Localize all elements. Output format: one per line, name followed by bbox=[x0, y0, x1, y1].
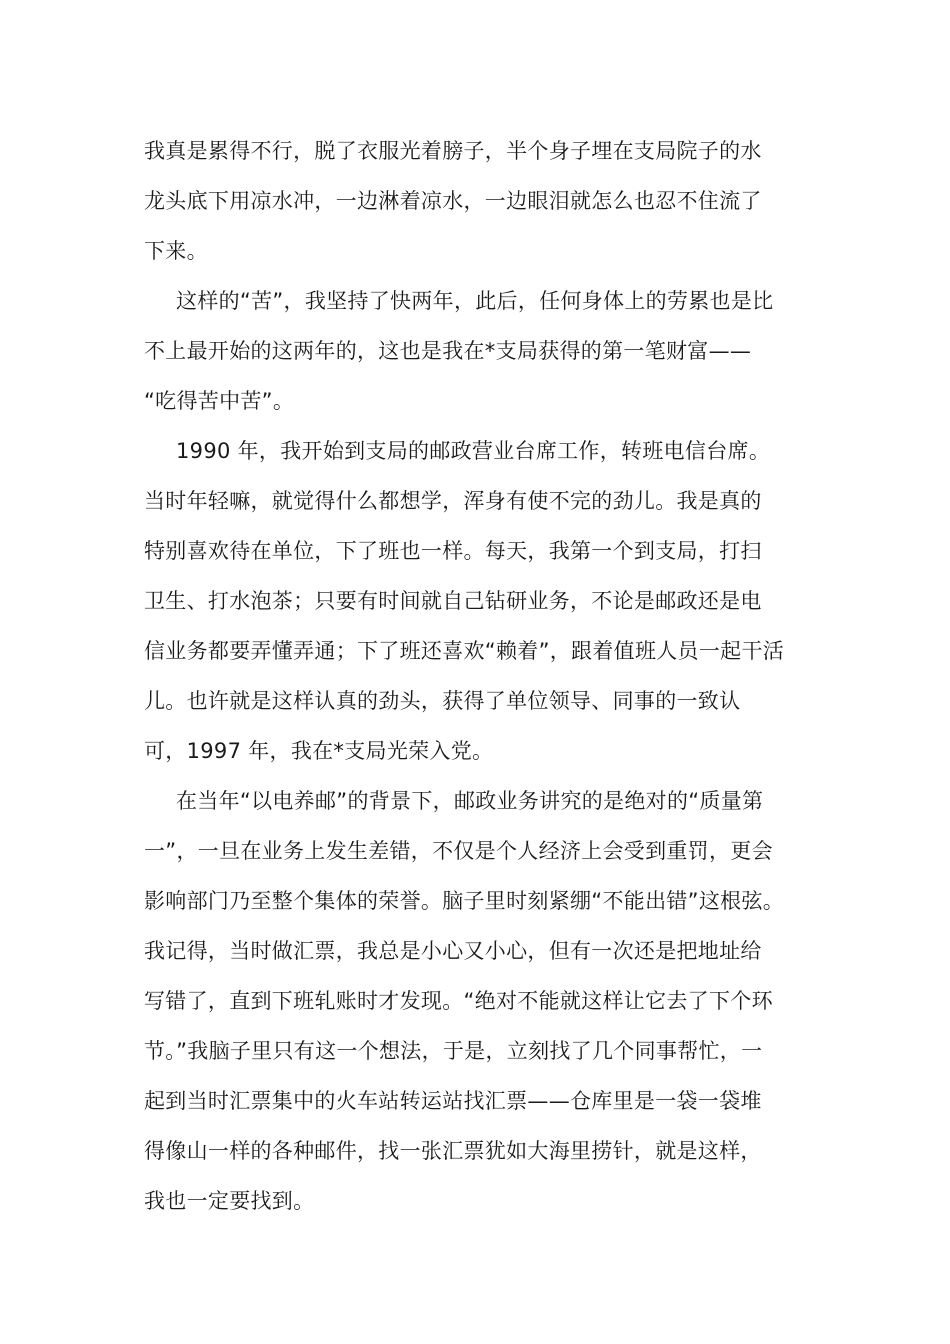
text-line: 得像山一样的各种邮件，找一张汇票犹如大海里捞针，就是这样， bbox=[144, 1139, 762, 1163]
text-line: 儿。也许就是这样认真的劲头，获得了单位领导、同事的一致认 bbox=[144, 689, 741, 713]
text-line: 特别喜欢待在单位，下了班也一样。每天，我第一个到支局，打扫 bbox=[144, 539, 762, 563]
text-line: 我也一定要找到。 bbox=[144, 1189, 315, 1213]
text-line: 信业务都要弄懂弄通；下了班还喜欢“赖着”，跟着值班人员一起干活 bbox=[144, 639, 785, 663]
body-text bbox=[144, 126, 808, 1226]
text-line: 我记得，当时做汇票，我总是小心又小心，但有一次还是把地址给 bbox=[144, 939, 762, 963]
text-line: 影响部门乃至整个集体的荣誉。脑子里时刻紧绷“不能出错”这根弦。 bbox=[144, 889, 785, 913]
text-line: 下来。 bbox=[144, 239, 208, 263]
text-line: 龙头底下用凉水冲，一边淋着凉水，一边眼泪就怎么也忍不住流了 bbox=[144, 189, 762, 213]
text-line: 一”，一旦在业务上发生差错，不仅是个人经济上会受到重罚，更会 bbox=[144, 839, 773, 863]
text-line: “吃得苦中苦”。 bbox=[144, 389, 295, 413]
text-line: 当时年轻嘛，就觉得什么都想学，浑身有使不完的劲儿。我是真的 bbox=[144, 489, 762, 513]
text-line: 可，1997 年，我在*支局光荣入党。 bbox=[144, 739, 494, 763]
text-line: 1990 年，我开始到支局的邮政营业台席工作，转班电信台席。 bbox=[176, 439, 771, 463]
text-line: 写错了，直到下班轧账时才发现。“绝对不能就这样让它去了下个环 bbox=[144, 989, 773, 1013]
text-line: 节。”我脑子里只有这一个想法，于是，立刻找了几个同事帮忙，一 bbox=[144, 1039, 763, 1063]
text-line: 卫生、打水泡茶；只要有时间就自己钻研业务，不论是邮政还是电 bbox=[144, 589, 762, 613]
text-line: 这样的“苦”，我坚持了快两年，此后，任何身体上的劳累也是比 bbox=[176, 289, 774, 313]
text-line: 不上最开始的这两年的，这也是我在*支局获得的第一笔财富—— bbox=[144, 339, 752, 363]
text-line: 在当年“以电养邮”的背景下，邮政业务讲究的是绝对的“质量第 bbox=[176, 789, 764, 813]
text-line: 我真是累得不行，脱了衣服光着膀子，半个身子埋在支局院子的水 bbox=[144, 139, 762, 163]
text-line: 起到当时汇票集中的火车站转运站找汇票——仓库里是一袋一袋堆 bbox=[144, 1089, 762, 1113]
